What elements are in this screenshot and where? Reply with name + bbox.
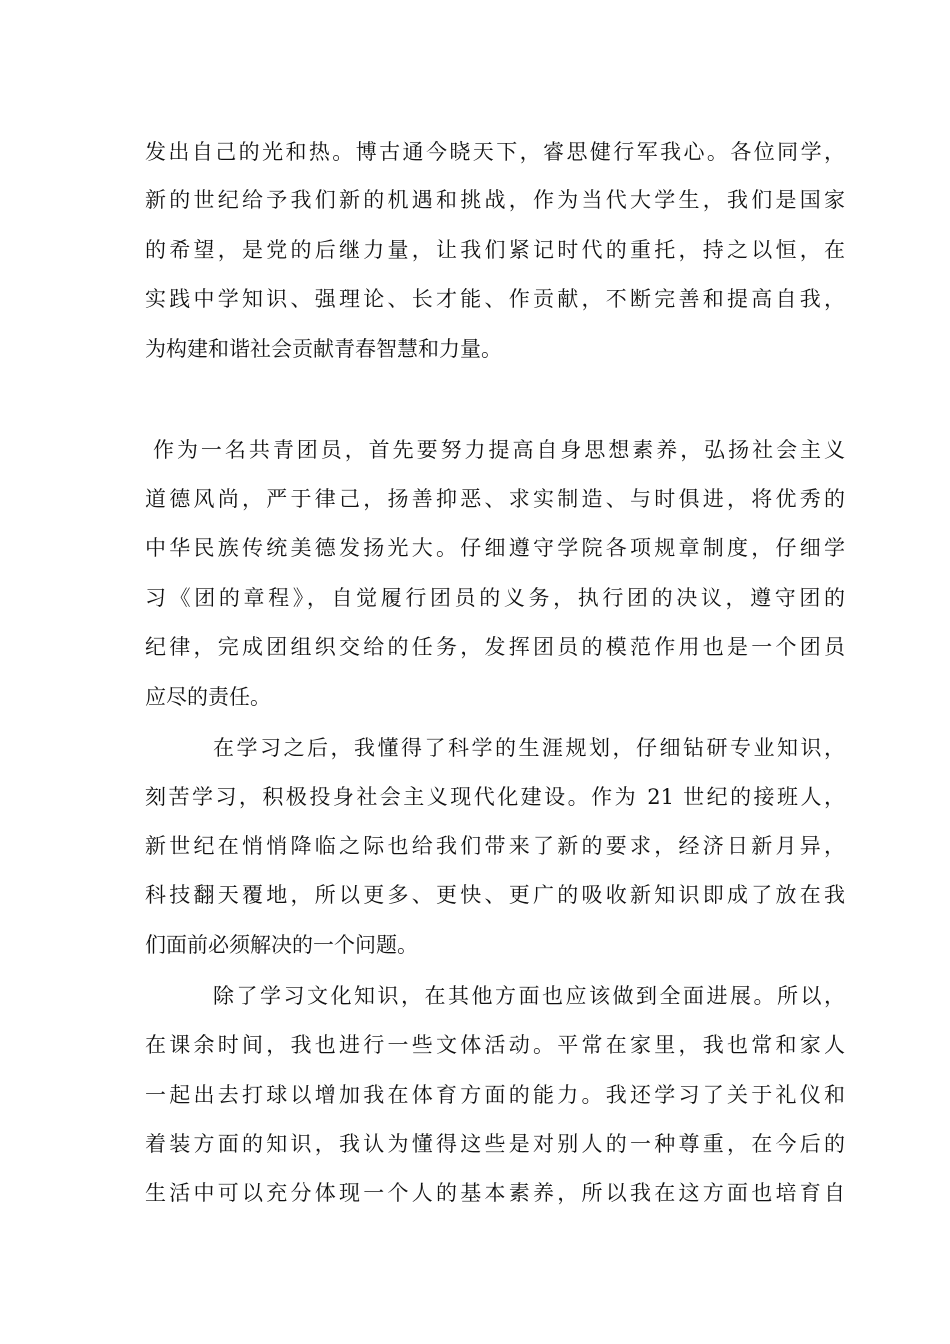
paragraph-4-line-1: 除了学习文化知识，在其他方面也应该做到全面进展。所以，: [213, 984, 845, 1008]
paragraph-4-line-2: 在课余时间，我也进行一些文体活动。平常在家里，我也常和家人: [145, 1033, 845, 1057]
paragraph-2-line-4: 习《团的章程》，自觉履行团员的义务，执行团的决议，遵守团的: [145, 586, 845, 610]
paragraph-2-line-2: 道德风尚，严于律己，扬善抑恶、求实制造、与时俱进，将优秀的: [145, 487, 845, 511]
paragraph-3-line-4: 科技翻天覆地，所以更多、更快、更广的吸收新知识即成了放在我: [145, 883, 845, 907]
paragraph-2-line-1: 作为一名共青团员，首先要努力提高自身思想素养，弘扬社会主义: [153, 438, 845, 462]
paragraph-1-line-1: 发出自己的光和热。博古通今晓天下，睿思健行军我心。各位同学，: [145, 140, 845, 164]
paragraph-1-line-3: 的希望，是党的后继力量，让我们紧记时代的重托，持之以恒，在: [145, 238, 845, 262]
paragraph-3-line-2: 刻苦学习，积极投身社会主义现代化建设。作为 21 世纪的接班人，: [145, 785, 845, 809]
paragraph-1-line-5: 为构建和谐社会贡献青春智慧和力量。: [145, 337, 502, 361]
paragraph-1-line-2: 新的世纪给予我们新的机遇和挑战，作为当代大学生，我们是国家: [145, 188, 845, 212]
paragraph-4-line-4: 着装方面的知识，我认为懂得这些是对别人的一种尊重，在今后的: [145, 1132, 845, 1156]
paragraph-2-line-3: 中华民族传统美德发扬光大。仔细遵守学院各项规章制度，仔细学: [145, 536, 845, 560]
paragraph-3-line-5: 们面前必须解决的一个问题。: [145, 933, 418, 957]
paragraph-2-line-6: 应尽的责任。: [145, 685, 271, 709]
paragraph-4-line-5: 生活中可以充分体现一个人的基本素养，所以我在这方面也培育自: [145, 1181, 845, 1205]
paragraph-1-line-4: 实践中学知识、强理论、长才能、作贡献，不断完善和提高自我，: [145, 287, 845, 311]
paragraph-3-line-3: 新世纪在悄悄降临之际也给我们带来了新的要求，经济日新月异，: [145, 834, 845, 858]
paragraph-4-line-3: 一起出去打球以增加我在体育方面的能力。我还学习了关于礼仪和: [145, 1083, 845, 1107]
paragraph-2-line-5: 纪律，完成团组织交给的任务，发挥团员的模范作用也是一个团员: [145, 635, 845, 659]
paragraph-3-line-1: 在学习之后，我懂得了科学的生涯规划，仔细钻研专业知识，: [213, 736, 845, 760]
